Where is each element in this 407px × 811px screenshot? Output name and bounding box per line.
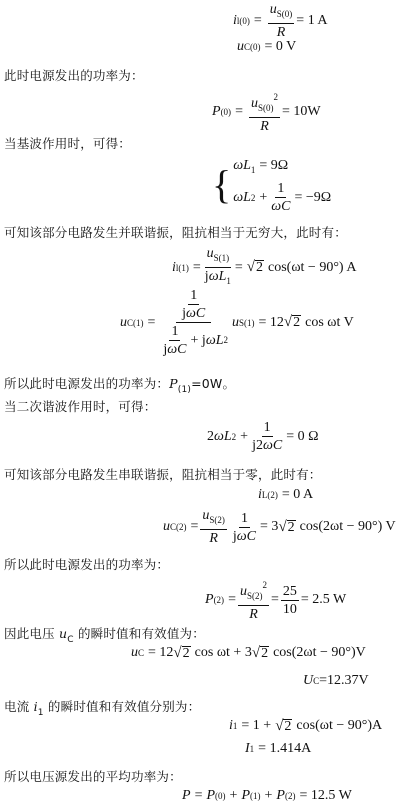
text-fundamental: 当基波作用时，可得： [4, 136, 132, 151]
eq-p-total-result: = 12.5 W [299, 788, 352, 803]
text-voltage-uc: 因此电压 $u_C$ 的瞬时值和有效值为： [4, 626, 205, 645]
equation-il2: i L(2) = 0 A [258, 487, 314, 502]
eq-i1-rms-result: = 1.414A [258, 741, 312, 756]
equation-i1: i 1 = 1 + √ 2 cos(ωt − 90°)A [229, 717, 383, 734]
eq-p2-result: = 2.5 W [300, 592, 347, 607]
equation-p0: P (0) = $\frac{u_{S(0)}^2}{R}$ = 10W [212, 92, 321, 134]
text-power-source-1: 所以此时电源发出的功率为：$P_{(1)}=0W$。 [4, 376, 236, 395]
eq-uc0-result: = 0 V [264, 39, 297, 54]
eq-uc2-result: = 3 [260, 519, 279, 534]
text-power-source-2: 所以此时电源发出的功率为： [4, 557, 170, 572]
text-parallel-resonance: 可知该部分电路发生并联谐振，阻抗相当于无穷大，此时有： [4, 225, 347, 240]
equation-uc0: u C(0) = 0 V [237, 39, 297, 54]
equation-uc-rms: U C =12.37V [303, 673, 369, 688]
eq-uc-rms-result: =12.37V [319, 673, 369, 688]
equation-p2: P (2) = $\frac{u_{S(2)}^2}{R}$ = $\frac{25}{10}$ = 2.5 W [205, 580, 347, 622]
eq-il1-result: cos(ωt − 90°) A [268, 259, 357, 275]
text-average-power: 所以电压源发出的平均功率为： [4, 769, 182, 784]
text-second-harmonic: 当二次谐波作用时，可得： [4, 399, 157, 414]
equation-i1-rms: I 1 = 1.414A [245, 741, 312, 756]
text-series-resonance: 可知该部分电路发生串联谐振，阻抗相当于零，此时有： [4, 467, 322, 482]
equation-uc2: u C(2) = $\frac{u_{S(2)}}{R}$ $\frac{1}{\text{jωC}}$ = 3 √ 2 cos(2ωt − 90°) V [163, 508, 396, 546]
equation-p-total: P = P (0) + P (1) + P (2) = 12.5 W [182, 788, 352, 803]
eq-uc1-result: = 12 [258, 314, 284, 330]
eq-il2-result: = 0 A [281, 487, 314, 502]
text-power-source-0: 此时电源发出的功率为： [4, 68, 144, 83]
eq-p0-result: = 10W [281, 104, 321, 119]
equation-uc-total: u C = 12 √ 2 cos ωt + 3 √ 2 cos(2ωt − 90°)V [131, 644, 366, 661]
equation-system-fundamental: { $\omega L_1 = 9\Omega$ ωL 2 + $\frac{1}{\omega C}$ = −9Ω [212, 158, 332, 214]
eq-wl1-result: = 9Ω [259, 158, 289, 173]
eq-sh-result: = 0 Ω [286, 428, 319, 444]
equation-second-harmonic: 2 ωL 2 + $\frac{1}{j2\omega C}$ = 0 Ω [207, 420, 319, 453]
equation-uc1: u C(1) = $\frac{1}{\text{jωC}}$ $\frac{1}{\text{jωC}}$ + j ωL 2 u S(1) = 12 √ 2 cos ωt V [120, 288, 354, 357]
text-current-i1: 电流 $i_1$ 的瞬时值和有效值分别为： [4, 699, 201, 718]
equation-il1: i l(1) = $\frac{u_{S(1)}}{j\omega L_1}$ = √ 2 cos(ωt − 90°) A [172, 246, 357, 286]
eq-wl2-result: = −9Ω [294, 189, 332, 205]
eq-il0-result: = 1 A [296, 13, 328, 28]
equation-il0: i l(0) = $\frac{u_{S(0)}}{R}$ = 1 A [233, 2, 328, 40]
